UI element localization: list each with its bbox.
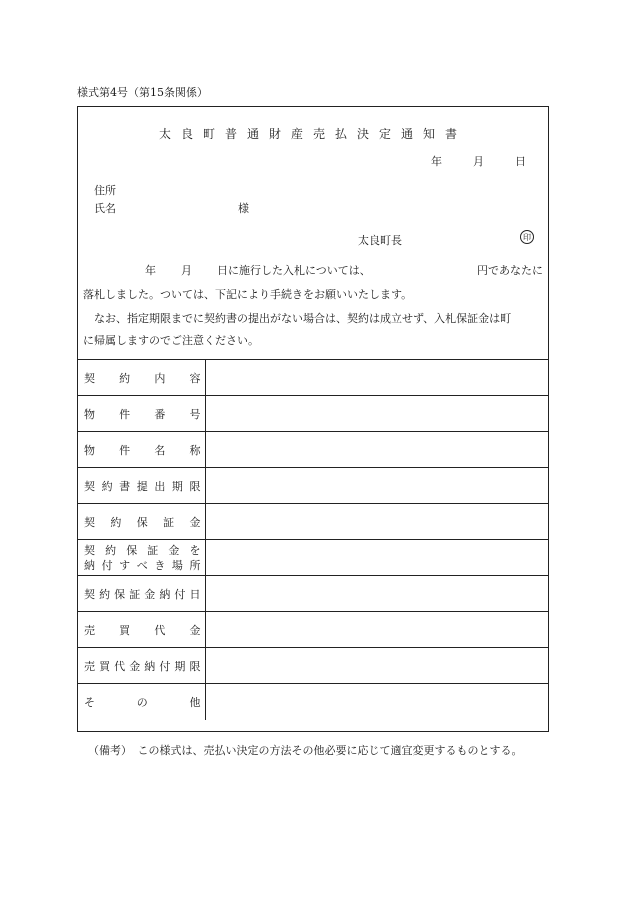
row-label-char: 物 <box>84 407 95 421</box>
seal-mark: 印 <box>520 230 534 244</box>
address-label: 住所 <box>94 184 116 197</box>
date-month: 月 <box>473 155 484 168</box>
table-row <box>78 648 548 684</box>
row-label-char: の <box>136 695 148 709</box>
row-label-char: 証 <box>129 587 141 601</box>
document-title: 太良町普通財産売払決定通知書 <box>158 127 467 141</box>
row-label-text <box>84 370 201 386</box>
honorific: 様 <box>238 202 249 215</box>
row-label-char: 代 <box>154 623 166 637</box>
row-label-char: 他 <box>189 695 201 709</box>
row-label <box>78 648 205 684</box>
row-label-char: 期 <box>174 659 186 673</box>
body-line-2: 落札しました。ついては、下記により手続きをお願いいたします。 <box>83 288 413 301</box>
table-row <box>78 468 548 504</box>
row-label-char: 約 <box>101 479 113 493</box>
name-label: 氏名 <box>94 202 116 215</box>
row-label-char: 名 <box>154 443 166 457</box>
row-label-char: 金 <box>168 543 180 557</box>
row-label-char: 金 <box>189 623 201 637</box>
row-label-char: 付 <box>101 558 113 572</box>
row-label-char: 日 <box>189 587 201 601</box>
body-line-3: なお、指定期限までに契約書の提出がない場合は、契約は成立せず、入札保証金は町 <box>94 312 512 325</box>
row-label-char: 契 <box>84 543 95 557</box>
row-label-char: 契 <box>84 479 95 493</box>
form-number: 様式第4号（第15条関係） <box>77 86 208 99</box>
detail-table <box>78 359 548 720</box>
row-value-field <box>205 396 548 432</box>
row-label-char: 出 <box>154 479 166 493</box>
row-label-char: 代 <box>114 659 126 673</box>
row-label-char: 所 <box>189 558 201 572</box>
row-label-char: 納 <box>144 659 156 673</box>
row-label-char: 保 <box>114 587 126 601</box>
table-row <box>78 576 548 612</box>
row-label-text <box>84 478 201 494</box>
row-label-multiline <box>84 543 201 573</box>
date-line <box>431 153 526 169</box>
row-label-char: 買 <box>99 659 111 673</box>
row-label-char: 件 <box>119 443 131 457</box>
table-row <box>78 396 548 432</box>
row-label <box>78 396 205 432</box>
row-label-char: 件 <box>119 407 131 421</box>
table-row <box>78 540 548 576</box>
row-label-char: 容 <box>189 371 201 385</box>
row-label-char: 付 <box>174 587 186 601</box>
row-label <box>78 540 205 576</box>
date-day: 日 <box>515 155 526 168</box>
body-yen: 円であなたに <box>477 264 543 277</box>
table-row <box>78 360 548 396</box>
row-label-line <box>84 543 201 558</box>
row-value-field <box>205 504 548 540</box>
row-label-char: 契 <box>84 371 95 385</box>
issuer: 太良町長 <box>358 234 402 247</box>
row-label-char: す <box>119 558 131 572</box>
row-label-char: そ <box>84 695 95 709</box>
row-label-char: 金 <box>189 515 201 529</box>
body-rest: 日に施行した入札については、 <box>217 264 371 277</box>
row-label-char: 称 <box>189 443 201 457</box>
row-label-char: 限 <box>189 479 201 493</box>
row-label-char: 納 <box>159 587 171 601</box>
table-row <box>78 432 548 468</box>
row-label-char: 売 <box>84 623 95 637</box>
table-row <box>78 684 548 720</box>
body-line-4: に帰属しますのでご注意ください。 <box>83 334 259 347</box>
row-label-char: 契 <box>84 515 95 529</box>
row-value-field <box>205 576 548 612</box>
row-label-char: 書 <box>119 479 131 493</box>
row-value-field <box>205 468 548 504</box>
row-label-char: 金 <box>144 587 156 601</box>
row-label-line <box>84 558 201 573</box>
row-label-char: 保 <box>136 515 148 529</box>
row-value-field <box>205 684 548 720</box>
notice-frame <box>77 106 549 732</box>
row-label-char: 内 <box>154 371 166 385</box>
row-label-char: 証 <box>147 543 159 557</box>
row-label-char: 号 <box>189 407 201 421</box>
row-label <box>78 360 205 396</box>
row-label-char: 約 <box>119 371 131 385</box>
date-year: 年 <box>431 155 442 168</box>
row-value-field <box>205 648 548 684</box>
row-label-text <box>84 442 201 458</box>
row-label-text <box>84 406 201 422</box>
row-label-char: 保 <box>126 543 138 557</box>
body-year: 年 <box>145 264 156 277</box>
row-label-char: き <box>154 558 166 572</box>
row-label-text <box>84 694 201 710</box>
row-label-char: 約 <box>105 543 117 557</box>
row-label <box>78 612 205 648</box>
row-label-char: 納 <box>84 558 95 572</box>
row-label-char: 売 <box>84 659 95 673</box>
row-label-char: 契 <box>84 587 95 601</box>
table-row <box>78 612 548 648</box>
row-value-field <box>205 432 548 468</box>
row-value-field <box>205 360 548 396</box>
row-label <box>78 576 205 612</box>
row-label <box>78 468 205 504</box>
row-label-char: 番 <box>154 407 166 421</box>
row-label-char: 提 <box>136 479 148 493</box>
row-value-field <box>205 540 548 576</box>
row-label-char: 約 <box>110 515 122 529</box>
row-label-char: 付 <box>159 659 171 673</box>
row-label-char: 証 <box>163 515 175 529</box>
row-label-char: 買 <box>119 623 131 637</box>
body-month: 月 <box>181 264 192 277</box>
row-label <box>78 504 205 540</box>
row-value-field <box>205 612 548 648</box>
row-label-char: べ <box>136 558 148 572</box>
row-label-text <box>84 586 201 602</box>
row-label-char: 限 <box>189 659 201 673</box>
row-label-char: 約 <box>99 587 111 601</box>
row-label-char: 期 <box>171 479 183 493</box>
row-label-char: 金 <box>129 659 141 673</box>
row-label-char: 物 <box>84 443 95 457</box>
remarks-note: （備考） この様式は、売払い決定の方法その他必要に応じて適宜変更するものとする。 <box>88 744 523 757</box>
row-label-text <box>84 514 201 530</box>
row-label-text <box>84 658 201 674</box>
row-label-text <box>84 622 201 638</box>
row-label <box>78 684 205 720</box>
row-label-char: を <box>189 543 201 557</box>
table-row <box>78 504 548 540</box>
row-label <box>78 432 205 468</box>
row-label-char: 場 <box>171 558 183 572</box>
